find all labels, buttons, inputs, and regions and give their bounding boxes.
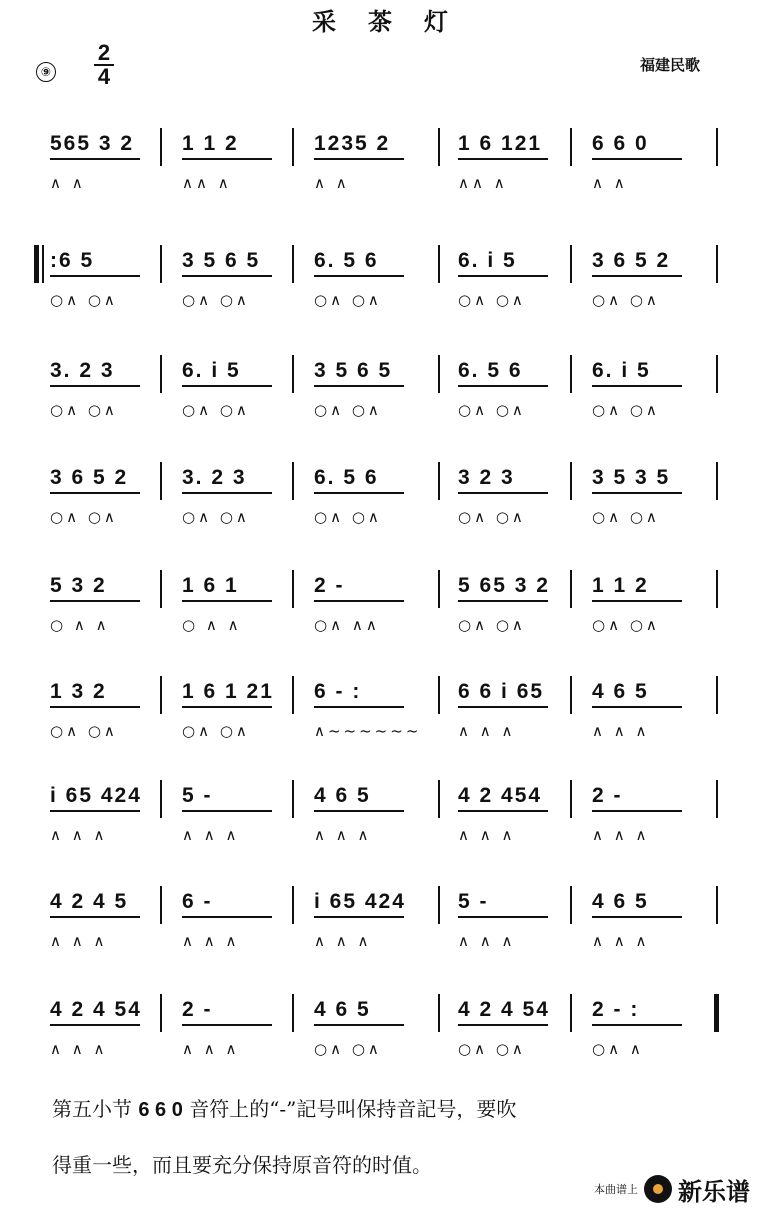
beam-underline bbox=[592, 600, 682, 602]
measure-articulation: ∧ ∧ ∧ bbox=[182, 826, 240, 844]
measure-articulation: ∧ ∧ ∧ bbox=[458, 932, 516, 950]
beam-underline bbox=[458, 1024, 548, 1026]
beam-underline bbox=[314, 275, 404, 277]
measure-articulation: ○∧ ○∧ bbox=[592, 616, 660, 634]
measure-articulation: ∧ ∧ ∧ bbox=[50, 826, 108, 844]
beam-underline bbox=[182, 492, 272, 494]
measure-articulation: ○∧ ○∧ bbox=[182, 401, 250, 419]
measure-articulation: ∧ ∧ bbox=[50, 174, 86, 192]
score-title: 采茶灯 bbox=[312, 7, 480, 36]
measure-notes: 6 6 0 bbox=[592, 132, 649, 155]
measure-notes: 5 - bbox=[182, 784, 213, 807]
beam-underline bbox=[592, 158, 682, 160]
beam-underline bbox=[592, 492, 682, 494]
measure-articulation: ∧ ∧ ∧ bbox=[50, 932, 108, 950]
measure-articulation: ○∧ ○∧ bbox=[592, 291, 660, 309]
barline bbox=[716, 570, 718, 608]
measure-articulation: ○∧ ○∧ bbox=[592, 508, 660, 526]
barline bbox=[292, 128, 294, 166]
barline bbox=[438, 245, 440, 283]
measure-notes: 4 6 5 bbox=[592, 890, 649, 913]
barline bbox=[160, 355, 162, 393]
measure-notes: 3 5 6 5 bbox=[182, 249, 261, 272]
footer-watermark bbox=[594, 1171, 750, 1207]
measure-articulation: ○∧ ○∧ bbox=[458, 1040, 526, 1058]
beam-underline bbox=[314, 916, 404, 918]
beam-underline bbox=[592, 810, 682, 812]
beam-underline bbox=[50, 385, 140, 387]
footer-small-text: 本曲谱上 bbox=[594, 1183, 638, 1196]
beam-underline bbox=[314, 706, 404, 708]
barline bbox=[160, 780, 162, 818]
measure-articulation: ∧ ∧ ∧ bbox=[182, 1040, 240, 1058]
beam-underline bbox=[592, 916, 682, 918]
caption-suffix: 音符上的“-”記号叫保持音記号，要吹 bbox=[189, 1097, 517, 1121]
measure-articulation: ○∧ ○∧ bbox=[182, 508, 250, 526]
beam-underline bbox=[592, 385, 682, 387]
measure-notes: 5 65 3 2 bbox=[458, 574, 550, 597]
measure-notes: 1 6 1 bbox=[182, 574, 239, 597]
measure-articulation: ○∧ ○∧ bbox=[50, 401, 118, 419]
barline bbox=[570, 886, 572, 924]
measure-articulation: ∧ ∧ ∧ bbox=[592, 932, 650, 950]
beam-underline bbox=[50, 810, 140, 812]
beam-underline bbox=[458, 385, 548, 387]
measure-articulation: ○∧ ○∧ bbox=[182, 722, 250, 740]
time-signature-top: 2 bbox=[97, 40, 111, 65]
beam-underline bbox=[458, 275, 548, 277]
beam-underline bbox=[314, 1024, 404, 1026]
beam-underline bbox=[182, 1024, 272, 1026]
measure-notes: 6. i 5 bbox=[458, 249, 517, 272]
measure-articulation: ∧∧ ∧ bbox=[458, 174, 508, 192]
measure-notes: 6. i 5 bbox=[182, 359, 241, 382]
measure-articulation: ∧ ∧ bbox=[314, 174, 350, 192]
beam-underline bbox=[182, 158, 272, 160]
beam-underline bbox=[458, 810, 548, 812]
caption-line-2: 得重一些，而且要充分保持原音符的时值。 bbox=[52, 1153, 432, 1177]
barline bbox=[716, 780, 718, 818]
barline bbox=[160, 128, 162, 166]
barline bbox=[160, 994, 162, 1032]
measure-articulation: ∧ ∧ ∧ bbox=[314, 932, 372, 950]
beam-underline bbox=[50, 600, 140, 602]
beam-underline bbox=[458, 916, 548, 918]
measure-articulation: ○∧ ○∧ bbox=[458, 291, 526, 309]
measure-articulation: ∧~~~~~~ bbox=[314, 722, 422, 740]
measure-notes: 4 6 5 bbox=[314, 998, 371, 1021]
measure-articulation: ○∧ ∧ bbox=[592, 1040, 644, 1058]
origin-label: 福建民歌 bbox=[639, 56, 700, 74]
beam-underline bbox=[314, 810, 404, 812]
score-row bbox=[0, 245, 760, 325]
barline bbox=[160, 886, 162, 924]
score-row bbox=[0, 570, 760, 650]
score-row bbox=[0, 676, 760, 756]
beam-underline bbox=[50, 916, 140, 918]
beam-underline bbox=[458, 706, 548, 708]
barline bbox=[160, 245, 162, 283]
beam-underline bbox=[182, 916, 272, 918]
beam-underline bbox=[458, 600, 548, 602]
measure-notes: 6. 5 6 bbox=[458, 359, 523, 382]
measure-notes: 1 6 1 21 bbox=[182, 680, 274, 703]
measure-articulation: ∧ ∧ ∧ bbox=[50, 1040, 108, 1058]
beam-underline bbox=[182, 275, 272, 277]
beam-underline bbox=[50, 158, 140, 160]
barline bbox=[438, 355, 440, 393]
barline bbox=[160, 570, 162, 608]
time-signature bbox=[92, 42, 116, 88]
measure-articulation: ○∧ ○∧ bbox=[314, 508, 382, 526]
measure-notes: 3 6 5 2 bbox=[592, 249, 671, 272]
measure-articulation: ∧ ∧ ∧ bbox=[592, 722, 650, 740]
measure-notes: 5 - bbox=[458, 890, 489, 913]
barline bbox=[438, 994, 440, 1032]
measure-notes: 6. 5 6 bbox=[314, 466, 379, 489]
beam-underline bbox=[458, 492, 548, 494]
measure-notes: 6 6 i 65 bbox=[458, 680, 545, 703]
measure-articulation: ∧ ∧ ∧ bbox=[182, 932, 240, 950]
barline bbox=[570, 570, 572, 608]
barline bbox=[292, 462, 294, 500]
measure-notes: 1 3 2 bbox=[50, 680, 107, 703]
beam-underline bbox=[50, 275, 140, 277]
measure-articulation: ○ ∧ ∧ bbox=[182, 616, 242, 634]
barline bbox=[292, 355, 294, 393]
time-signature-bottom: 4 bbox=[97, 64, 111, 89]
caption-prefix: 第五小节 bbox=[52, 1097, 132, 1121]
beam-underline bbox=[182, 600, 272, 602]
measure-notes: 1 1 2 bbox=[592, 574, 649, 597]
barline bbox=[570, 355, 572, 393]
barline bbox=[42, 245, 44, 283]
measure-notes: 2 - bbox=[592, 784, 623, 807]
barline bbox=[716, 355, 718, 393]
measure-articulation: ○∧ ○∧ bbox=[458, 508, 526, 526]
barline bbox=[438, 780, 440, 818]
measure-notes: 4 2 4 54 bbox=[50, 998, 142, 1021]
beam-underline bbox=[182, 810, 272, 812]
barline bbox=[292, 780, 294, 818]
score-row bbox=[0, 780, 760, 860]
score-row bbox=[0, 355, 760, 435]
measure-notes: 6. i 5 bbox=[592, 359, 651, 382]
measure-articulation: ∧ ∧ ∧ bbox=[592, 826, 650, 844]
barline bbox=[160, 676, 162, 714]
beam-underline bbox=[182, 706, 272, 708]
measure-articulation: ∧ ∧ bbox=[592, 174, 628, 192]
measure-notes: 3 6 5 2 bbox=[50, 466, 129, 489]
measure-articulation: ○∧ ○∧ bbox=[458, 401, 526, 419]
barline bbox=[438, 676, 440, 714]
barline bbox=[292, 886, 294, 924]
beam-underline bbox=[592, 275, 682, 277]
measure-articulation: ○∧ ○∧ bbox=[314, 291, 382, 309]
measure-notes: 3. 2 3 bbox=[182, 466, 247, 489]
barline bbox=[438, 462, 440, 500]
beam-underline bbox=[314, 158, 404, 160]
measure-notes: 4 2 454 bbox=[458, 784, 543, 807]
measure-articulation: ∧∧ ∧ bbox=[182, 174, 232, 192]
measure-notes: 2 - : bbox=[592, 998, 640, 1021]
measure-articulation: ○∧ ○∧ bbox=[592, 401, 660, 419]
beam-underline bbox=[592, 1024, 682, 1026]
measure-articulation: ○∧ ○∧ bbox=[314, 1040, 382, 1058]
barline bbox=[716, 245, 718, 283]
measure-notes: 1235 2 bbox=[314, 132, 391, 155]
barline bbox=[438, 570, 440, 608]
measure-notes: i 65 424 bbox=[314, 890, 406, 913]
barline bbox=[292, 570, 294, 608]
final-barline bbox=[714, 994, 719, 1032]
piece-number: ⑨ bbox=[36, 62, 56, 82]
score-row bbox=[0, 994, 760, 1074]
barline bbox=[292, 245, 294, 283]
measure-notes: 4 2 4 5 bbox=[50, 890, 129, 913]
measure-notes: 3 5 3 5 bbox=[592, 466, 671, 489]
beam-underline bbox=[314, 492, 404, 494]
measure-articulation: ○∧ ○∧ bbox=[458, 616, 526, 634]
barline bbox=[292, 994, 294, 1032]
measure-articulation: ∧ ∧ ∧ bbox=[458, 722, 516, 740]
barline bbox=[570, 128, 572, 166]
measure-notes: 3 5 6 5 bbox=[314, 359, 393, 382]
barline bbox=[716, 128, 718, 166]
score-row bbox=[0, 128, 760, 208]
measure-articulation: ○ ∧ ∧ bbox=[50, 616, 110, 634]
measure-notes: 565 3 2 bbox=[50, 132, 135, 155]
measure-notes: 2 - bbox=[182, 998, 213, 1021]
barline bbox=[716, 462, 718, 500]
measure-notes: 1 6 121 bbox=[458, 132, 543, 155]
score-row bbox=[0, 886, 760, 966]
barline bbox=[160, 462, 162, 500]
barline bbox=[570, 994, 572, 1032]
measure-notes: 3 2 3 bbox=[458, 466, 515, 489]
beam-underline bbox=[314, 385, 404, 387]
barline bbox=[716, 676, 718, 714]
measure-notes: 6. 5 6 bbox=[314, 249, 379, 272]
disc-logo-icon bbox=[644, 1175, 672, 1203]
caption-line-1 bbox=[52, 1078, 732, 1141]
footer-brand: 新乐谱 bbox=[678, 1177, 750, 1206]
beam-underline bbox=[50, 706, 140, 708]
measure-notes: 1 1 2 bbox=[182, 132, 239, 155]
beam-underline bbox=[50, 492, 140, 494]
beam-underline bbox=[458, 158, 548, 160]
measure-articulation: ○∧ ∧∧ bbox=[314, 616, 380, 634]
measure-articulation: ○∧ ○∧ bbox=[50, 722, 118, 740]
measure-notes: 2 - bbox=[314, 574, 345, 597]
score-row bbox=[0, 462, 760, 542]
measure-notes: 3. 2 3 bbox=[50, 359, 115, 382]
measure-notes: 4 2 4 54 bbox=[458, 998, 550, 1021]
barline bbox=[570, 245, 572, 283]
measure-notes: i 65 424 bbox=[50, 784, 142, 807]
barline bbox=[716, 886, 718, 924]
measure-articulation: ∧ ∧ ∧ bbox=[458, 826, 516, 844]
beam-underline bbox=[182, 385, 272, 387]
measure-notes: 5 3 2 bbox=[50, 574, 107, 597]
beam-underline bbox=[314, 600, 404, 602]
measure-notes: 4 6 5 bbox=[592, 680, 649, 703]
barline bbox=[570, 462, 572, 500]
caption-notes: 6 6 0 bbox=[138, 1099, 183, 1121]
measure-articulation: ○∧ ○∧ bbox=[314, 401, 382, 419]
measure-notes: 6 - bbox=[182, 890, 213, 913]
measure-notes: 6 - : bbox=[314, 680, 362, 703]
measure-notes: 4 6 5 bbox=[314, 784, 371, 807]
repeat-start-barline bbox=[34, 245, 39, 283]
measure-articulation: ∧ ∧ ∧ bbox=[314, 826, 372, 844]
beam-underline bbox=[50, 1024, 140, 1026]
measure-articulation: ○∧ ○∧ bbox=[50, 508, 118, 526]
measure-notes: :6 5 bbox=[50, 249, 95, 272]
barline bbox=[570, 780, 572, 818]
barline bbox=[292, 676, 294, 714]
barline bbox=[438, 886, 440, 924]
measure-articulation: ○∧ ○∧ bbox=[182, 291, 250, 309]
barline bbox=[570, 676, 572, 714]
beam-underline bbox=[592, 706, 682, 708]
measure-articulation: ○∧ ○∧ bbox=[50, 291, 118, 309]
barline bbox=[438, 128, 440, 166]
